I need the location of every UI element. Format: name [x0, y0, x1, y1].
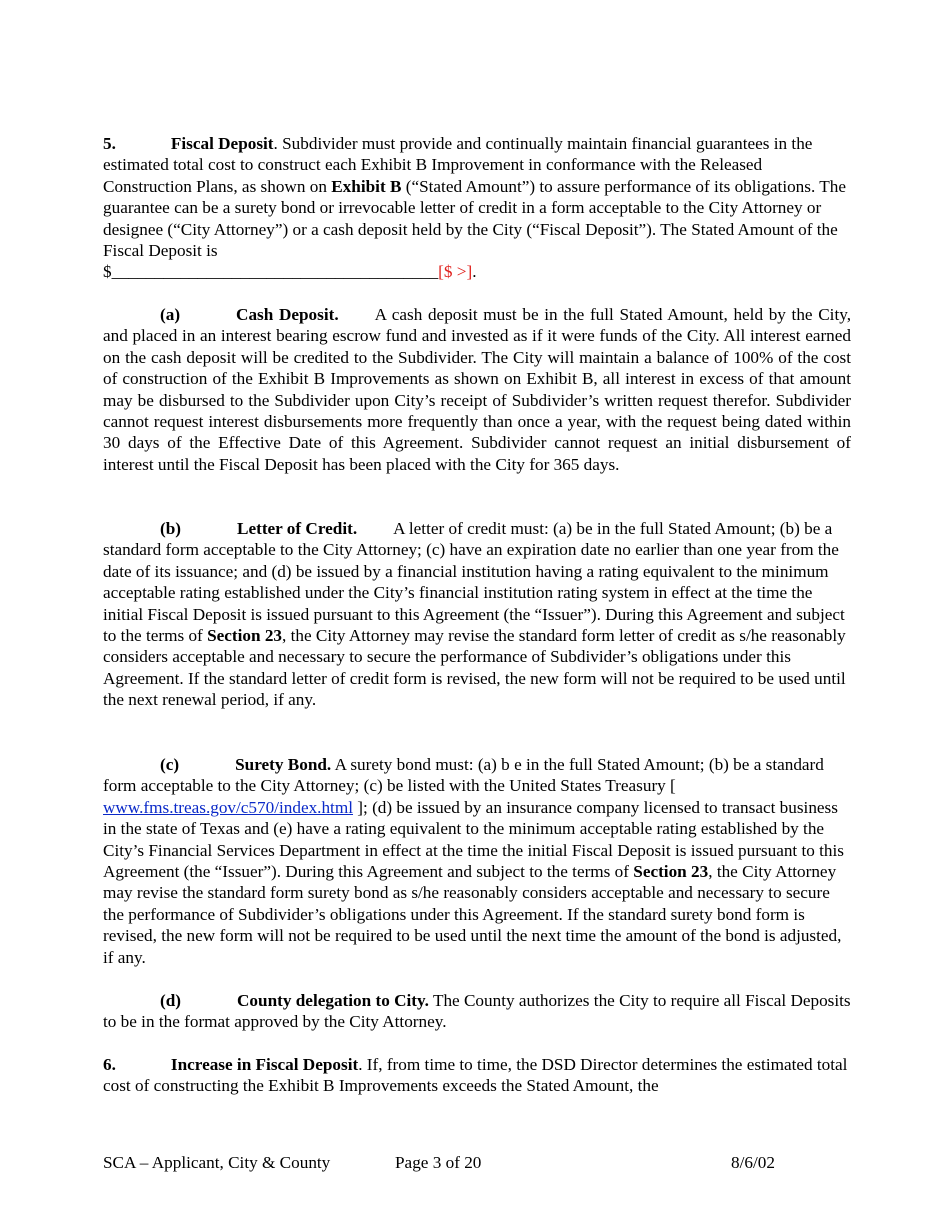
surety-bond-paragraph [103, 754, 851, 968]
stated-amount-placeholder: [$ >] [438, 262, 473, 282]
section-6-heading: Increase in Fiscal Deposit [170, 1055, 359, 1074]
section-5-heading: Fiscal Deposit [170, 134, 274, 153]
section-6-paragraph [103, 1054, 851, 1097]
cash-deposit-heading: Cash Deposit. [236, 305, 339, 324]
surety-bond-label: (c) [160, 755, 180, 774]
stated-amount-blank: $______________________________________ [103, 262, 439, 282]
surety-bond-text-1: A surety bond must: (a) b e in the full Stated Amount; (b) be a standard form acceptable to the City Attorney; (c) be listed with the United States Treasury [ [103, 755, 824, 796]
section-5-paragraph [103, 133, 851, 283]
section-5-text-1: . Subdivider must provide and continually maintain financial guarantees in the estimated total cost to construct each Exhibit B Improvement in conformance with the Released Construction Plans, as shown on [103, 134, 813, 196]
section-6-number: 6. [103, 1055, 116, 1074]
section-5-text-2: (“Stated Amount”) to assure performance of its obligations. The guarantee can be a surety bond or irrevocable letter of credit in a form acceptable to the City Attorney or designee (“City Attorney”) or a cash deposit held by the City (“Fiscal Deposit”). The Stated Amount of the Fiscal Deposit is [103, 176, 846, 261]
county-delegation-paragraph [103, 990, 851, 1033]
county-delegation-label: (d) [160, 991, 182, 1010]
section-6-text: . If, from time to time, the DSD Director determines the estimated total cost of constructing the Exhibit B Improvements exceeds the Stated Amount, the [103, 1055, 848, 1096]
surety-bond-section-ref: Section 23 [633, 862, 709, 882]
letter-of-credit-heading: Letter of Credit. [237, 519, 358, 538]
cash-deposit-label: (a) [160, 305, 181, 324]
cash-deposit-paragraph [103, 304, 851, 475]
footer-date: 8/6/02 [731, 1153, 775, 1172]
letter-of-credit-paragraph [103, 518, 851, 711]
exhibit-b-reference: Exhibit B [331, 176, 402, 196]
surety-bond-heading: Surety Bond. [235, 755, 332, 774]
surety-bond-text-3: , the City Attorney may revise the standard form surety bond as s/he reasonably considers acceptable and necessary to secure the performance of Subdivider’s obligations under this Agreement. If the standard surety bond form is revised, the new form will not be required to be used until the next time the amount of the bond is adjusted, if any. [103, 862, 842, 967]
letter-of-credit-section-ref: Section 23 [207, 626, 283, 646]
footer-page-number: Page 3 of 20 [395, 1153, 482, 1172]
stated-amount-period: . [472, 262, 477, 282]
footer-document-id: SCA – Applicant, City & County [103, 1153, 331, 1172]
county-delegation-text: The County authorizes the City to require all Fiscal Deposits to be in the format approved by the City Attorney. [103, 991, 851, 1032]
section-5-number: 5. [103, 134, 116, 153]
cash-deposit-text: A cash deposit must be in the full Stated Amount, held by the City, and placed in an interest bearing escrow fund and invested as if it were funds of the City. All interest earned on the cash deposit will be credited to the Subdivider. The City will maintain a balance of 100% of the cost of construction of the Exhibit B Improvements as shown on Exhibit B, all interest in excess of that amount may be disbursed to the Subdivider upon City’s receipt of Subdivider’s written request therefor. Subdivider cannot request interest disbursements more frequently than once a year, with the request being dated within 30 days of the Effective Date of this Agreement. Subdivider cannot request an initial disbursement of interest until the Fiscal Deposit has been placed with the City for 365 days. [103, 305, 851, 474]
treasury-link[interactable]: www.fms.treas.gov/c570/index.html [103, 797, 353, 817]
surety-bond-text-2: ]; (d) be issued by an insurance company licensed to transact business in the state of Texas and (e) have a rating equivalent to the minimum acceptable rating established by the City’s Financial Services Department in effect at the time the initial Fiscal Deposit is issued pursuant to this Agreement (the “Issuer”). During this Agreement and subject to the terms of [103, 797, 844, 882]
letter-of-credit-text-2: , the City Attorney may revise the standard form letter of credit as s/he reasonably considers acceptable and necessary to secure the performance of Subdivider’s obligations under this Agreement. If the standard letter of credit form is revised, the new form will not be required to be used until the next renewal period, if any. [103, 626, 846, 710]
county-delegation-heading: County delegation to City. [237, 991, 429, 1010]
letter-of-credit-label: (b) [160, 519, 182, 538]
letter-of-credit-text-1: A letter of credit must: (a) be in the full Stated Amount; (b) be a standard form acceptable to the City Attorney; (c) have an expiration date no earlier than one year from the date of its issuance; and (d) be issued by a financial institution having a rating equivalent to the minimum acceptable rating established under the City’s financial institution rating system in effect at the time the initial Fiscal Deposit is issued pursuant to this Agreement (the “Issuer”). During this Agreement and subject to the terms of [103, 519, 845, 646]
